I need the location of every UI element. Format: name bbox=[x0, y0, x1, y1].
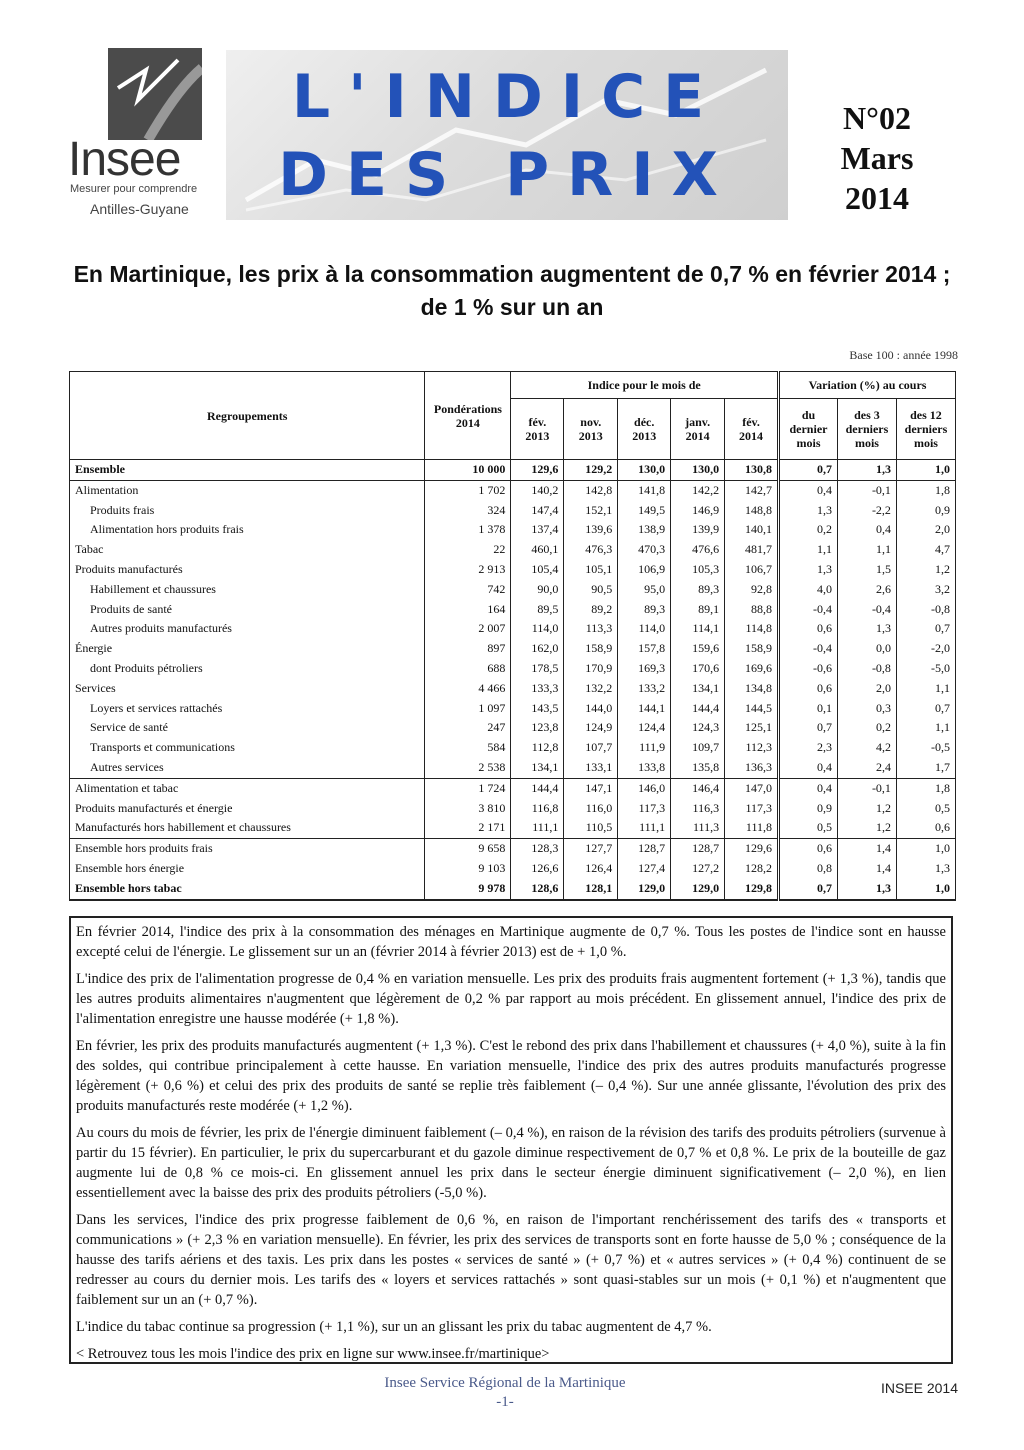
index-value: 95,0 bbox=[618, 580, 671, 600]
index-value: 470,3 bbox=[618, 540, 671, 560]
table-row bbox=[70, 679, 956, 699]
index-value: 129,6 bbox=[725, 839, 779, 859]
table-row bbox=[70, 600, 956, 620]
row-label: Ensemble hors produits frais bbox=[70, 839, 425, 859]
index-value: 127,7 bbox=[564, 839, 618, 859]
index-value: 125,1 bbox=[725, 718, 779, 738]
index-value: 134,8 bbox=[725, 679, 779, 699]
index-value: 116,0 bbox=[564, 799, 618, 819]
variation-value: 0,4 bbox=[837, 520, 896, 540]
table-row bbox=[70, 738, 956, 758]
page-headline bbox=[30, 258, 994, 324]
row-weight: 2 913 bbox=[425, 560, 511, 580]
index-value: 88,8 bbox=[725, 600, 779, 620]
row-label: Produits manufacturés et énergie bbox=[70, 799, 425, 819]
variation-value: 3,2 bbox=[896, 580, 955, 600]
table-row bbox=[70, 540, 956, 560]
index-value: 132,2 bbox=[564, 679, 618, 699]
variation-value: -5,0 bbox=[896, 659, 955, 679]
index-value: 133,2 bbox=[618, 679, 671, 699]
row-weight: 2 538 bbox=[425, 758, 511, 778]
variation-value: 4,0 bbox=[779, 580, 838, 600]
variation-value: 0,7 bbox=[779, 879, 838, 900]
variation-value: 0,5 bbox=[779, 818, 838, 838]
index-value: 169,6 bbox=[725, 659, 779, 679]
index-value: 129,8 bbox=[725, 879, 779, 900]
index-value: 90,0 bbox=[511, 580, 564, 600]
variation-value: -0,5 bbox=[896, 738, 955, 758]
variation-value: -0,4 bbox=[779, 639, 838, 659]
variation-value: 1,3 bbox=[779, 501, 838, 521]
index-value: 170,6 bbox=[671, 659, 725, 679]
row-weight: 9 978 bbox=[425, 879, 511, 900]
index-value: 144,0 bbox=[564, 699, 618, 719]
variation-value: 1,1 bbox=[779, 540, 838, 560]
variation-value: 2,0 bbox=[896, 520, 955, 540]
variation-value: -0,6 bbox=[779, 659, 838, 679]
table-row bbox=[70, 699, 956, 719]
index-value: 460,1 bbox=[511, 540, 564, 560]
index-value: 136,3 bbox=[725, 758, 779, 778]
index-value: 142,2 bbox=[671, 480, 725, 500]
insee-logo-region: Antilles-Guyane bbox=[90, 201, 189, 217]
index-value: 158,9 bbox=[564, 639, 618, 659]
variation-value: 0,9 bbox=[896, 501, 955, 521]
row-weight: 9 103 bbox=[425, 859, 511, 879]
variation-value: -0,4 bbox=[837, 600, 896, 620]
index-value: 129,6 bbox=[511, 460, 564, 481]
variation-value: 1,3 bbox=[837, 879, 896, 900]
row-label: Habillement et chaussures bbox=[70, 580, 425, 600]
row-label: Autres produits manufacturés bbox=[70, 619, 425, 639]
index-value: 133,1 bbox=[564, 758, 618, 778]
variation-value: 1,2 bbox=[837, 818, 896, 838]
index-value: 110,5 bbox=[564, 818, 618, 838]
variation-value: 0,6 bbox=[779, 619, 838, 639]
index-value: 130,0 bbox=[671, 460, 725, 481]
index-value: 128,3 bbox=[511, 839, 564, 859]
variation-value: 0,6 bbox=[779, 839, 838, 859]
variation-value: 0,8 bbox=[779, 859, 838, 879]
commentary-paragraph: Dans les services, l'indice des prix progresse faiblement de 0,6 %, en raison de l'important renchérissement des tarifs des « transports et communications » (+ 2,3 % en variation mensuelle). En février, les prix des services de transports sont en forte hausse de 5,0 % ; conséquence de la hausse des tarifs aériens et des taxis. Les prix dans les postes « services de santé » (+ 0,7 %) et « autres services » (+ 0,4 %) continuent de se redresser au cours du dernier mois. Les tarifs des « loyers et services rattachés » sont quasi-stables sur un mois (+ 0,1 %) et n'augmentent que faiblement sur un an (+ 0,7 %). bbox=[76, 1212, 946, 1308]
index-value: 169,3 bbox=[618, 659, 671, 679]
index-value: 147,1 bbox=[564, 778, 618, 798]
index-value: 148,8 bbox=[725, 501, 779, 521]
index-value: 127,4 bbox=[618, 859, 671, 879]
index-value: 116,3 bbox=[671, 799, 725, 819]
index-value: 109,7 bbox=[671, 738, 725, 758]
index-value: 89,3 bbox=[671, 580, 725, 600]
header-month: fév. 2013 bbox=[511, 399, 564, 460]
row-weight: 4 466 bbox=[425, 679, 511, 699]
row-label: Autres services bbox=[70, 758, 425, 778]
row-weight: 897 bbox=[425, 639, 511, 659]
row-weight: 688 bbox=[425, 659, 511, 679]
variation-value: 2,0 bbox=[837, 679, 896, 699]
variation-value: 2,3 bbox=[779, 738, 838, 758]
variation-value: 0,4 bbox=[779, 778, 838, 798]
index-value: 139,6 bbox=[564, 520, 618, 540]
footer-service-name: Insee Service Régional de la Martinique bbox=[384, 1375, 626, 1391]
table-row bbox=[70, 480, 956, 500]
commentary-box bbox=[69, 916, 953, 1364]
index-value: 162,0 bbox=[511, 639, 564, 659]
header-month: déc. 2013 bbox=[618, 399, 671, 460]
index-value: 130,8 bbox=[725, 460, 779, 481]
index-value: 89,1 bbox=[671, 600, 725, 620]
row-weight: 1 724 bbox=[425, 778, 511, 798]
index-value: 144,4 bbox=[511, 778, 564, 798]
row-weight: 164 bbox=[425, 600, 511, 620]
variation-value: 1,0 bbox=[896, 460, 955, 481]
table-row bbox=[70, 799, 956, 819]
index-value: 142,8 bbox=[564, 480, 618, 500]
row-weight: 22 bbox=[425, 540, 511, 560]
variation-value: 2,4 bbox=[837, 758, 896, 778]
index-value: 140,1 bbox=[725, 520, 779, 540]
row-label: Produits de santé bbox=[70, 600, 425, 620]
table-row bbox=[70, 718, 956, 738]
index-value: 142,7 bbox=[725, 480, 779, 500]
insee-logo-emblem bbox=[108, 48, 202, 140]
row-weight: 2 007 bbox=[425, 619, 511, 639]
index-value: 124,9 bbox=[564, 718, 618, 738]
index-value: 112,3 bbox=[725, 738, 779, 758]
header-month: fév. 2014 bbox=[725, 399, 779, 460]
variation-value: -2,0 bbox=[896, 639, 955, 659]
index-value: 129,0 bbox=[618, 879, 671, 900]
index-value: 146,9 bbox=[671, 501, 725, 521]
index-value: 126,6 bbox=[511, 859, 564, 879]
variation-value: 0,9 bbox=[779, 799, 838, 819]
index-value: 128,1 bbox=[564, 879, 618, 900]
row-weight: 9 658 bbox=[425, 839, 511, 859]
row-label: Énergie bbox=[70, 639, 425, 659]
index-value: 144,5 bbox=[725, 699, 779, 719]
index-value: 105,1 bbox=[564, 560, 618, 580]
index-value: 140,2 bbox=[511, 480, 564, 500]
commentary-paragraph: < Retrouvez tous les mois l'indice des prix en ligne sur www.insee.fr/martinique> bbox=[76, 1346, 550, 1362]
index-value: 89,2 bbox=[564, 600, 618, 620]
row-label: Ensemble hors tabac bbox=[70, 879, 425, 900]
header-groupings: Regroupements bbox=[70, 372, 425, 460]
row-label: Produits frais bbox=[70, 501, 425, 521]
index-value: 158,9 bbox=[725, 639, 779, 659]
variation-value: 0,6 bbox=[896, 818, 955, 838]
index-value: 147,0 bbox=[725, 778, 779, 798]
footer-copyright: INSEE 2014 bbox=[880, 1380, 958, 1396]
row-label: Tabac bbox=[70, 540, 425, 560]
variation-value: 1,3 bbox=[837, 460, 896, 481]
variation-value: 1,0 bbox=[896, 839, 955, 859]
header-variation: des 12 derniers mois bbox=[896, 399, 955, 460]
table-row bbox=[70, 778, 956, 798]
header-index-group: Indice pour le mois de bbox=[511, 372, 779, 399]
variation-value: -0,1 bbox=[837, 480, 896, 500]
variation-value: 4,7 bbox=[896, 540, 955, 560]
variation-value: -0,8 bbox=[837, 659, 896, 679]
row-label: Ensemble bbox=[70, 460, 425, 481]
index-value: 114,0 bbox=[618, 619, 671, 639]
table-row bbox=[70, 460, 956, 481]
commentary-paragraph: En février, les prix des produits manufacturés augmentent (+ 1,3 %). C'est le rebond des prix dans l'habillement et chaussures (+ 4,0 %), suite à la fin des soldes, qui contribue principalement à cette hausse. En variation mensuelle, l'indice des prix des autres produits manufacturés progresse légèrement (+ 0,6 %) et celui des prix des produits de santé se replie très faiblement (– 0,4 %). Sur une année glissante, l'évolution des prix des produits manufacturés reste modérée (+ 1,2 %). bbox=[76, 1038, 946, 1114]
variation-value: 1,1 bbox=[896, 679, 955, 699]
row-label: dont Produits pétroliers bbox=[70, 659, 425, 679]
index-value: 127,2 bbox=[671, 859, 725, 879]
header-month: nov. 2013 bbox=[564, 399, 618, 460]
index-value: 105,4 bbox=[511, 560, 564, 580]
variation-value: 0,2 bbox=[779, 520, 838, 540]
footer-service bbox=[340, 1374, 670, 1412]
row-label: Alimentation et tabac bbox=[70, 778, 425, 798]
index-value: 170,9 bbox=[564, 659, 618, 679]
header-variation: des 3 derniers mois bbox=[837, 399, 896, 460]
index-value: 117,3 bbox=[618, 799, 671, 819]
row-weight: 324 bbox=[425, 501, 511, 521]
table-row bbox=[70, 659, 956, 679]
table-row bbox=[70, 501, 956, 521]
variation-value: 0,1 bbox=[779, 699, 838, 719]
row-weight: 247 bbox=[425, 718, 511, 738]
index-value: 129,0 bbox=[671, 879, 725, 900]
index-value: 128,7 bbox=[671, 839, 725, 859]
row-label: Alimentation hors produits frais bbox=[70, 520, 425, 540]
row-label: Produits manufacturés bbox=[70, 560, 425, 580]
variation-value: 0,0 bbox=[837, 639, 896, 659]
index-value: 143,5 bbox=[511, 699, 564, 719]
footer-page-number: -1- bbox=[496, 1394, 514, 1410]
index-value: 111,1 bbox=[511, 818, 564, 838]
variation-value: -2,2 bbox=[837, 501, 896, 521]
row-weight: 2 171 bbox=[425, 818, 511, 838]
variation-value: 1,2 bbox=[837, 799, 896, 819]
row-weight: 742 bbox=[425, 580, 511, 600]
variation-value: 1,3 bbox=[837, 619, 896, 639]
index-value: 128,2 bbox=[725, 859, 779, 879]
issue-number: N°02 bbox=[843, 100, 911, 136]
index-value: 113,3 bbox=[564, 619, 618, 639]
index-value: 146,4 bbox=[671, 778, 725, 798]
index-value: 126,4 bbox=[564, 859, 618, 879]
table-row bbox=[70, 839, 956, 859]
commentary-paragraph: En février 2014, l'indice des prix à la consommation des ménages en Martinique augmente de 0,7 %. Tous les postes de l'indice sont en hausse excepté celui de l'énergie. Le glissement sur un an (février 2014 à février 2013) est de + 1,0 %. bbox=[76, 924, 946, 960]
index-value: 111,3 bbox=[671, 818, 725, 838]
variation-value: 1,7 bbox=[896, 758, 955, 778]
header-month: janv. 2014 bbox=[671, 399, 725, 460]
index-value: 476,3 bbox=[564, 540, 618, 560]
index-value: 157,8 bbox=[618, 639, 671, 659]
row-label: Manufacturés hors habillement et chaussures bbox=[70, 818, 425, 838]
index-value: 159,6 bbox=[671, 639, 725, 659]
row-label: Service de santé bbox=[70, 718, 425, 738]
row-label: Transports et communications bbox=[70, 738, 425, 758]
table-row bbox=[70, 520, 956, 540]
title-banner bbox=[226, 50, 788, 220]
index-value: 152,1 bbox=[564, 501, 618, 521]
index-value: 117,3 bbox=[725, 799, 779, 819]
index-value: 133,8 bbox=[618, 758, 671, 778]
index-value: 89,5 bbox=[511, 600, 564, 620]
table-row bbox=[70, 560, 956, 580]
index-value: 107,7 bbox=[564, 738, 618, 758]
index-value: 135,8 bbox=[671, 758, 725, 778]
header-variation: du dernier mois bbox=[779, 399, 838, 460]
table-row bbox=[70, 639, 956, 659]
row-weight: 584 bbox=[425, 738, 511, 758]
variation-value: 1,8 bbox=[896, 480, 955, 500]
index-value: 114,0 bbox=[511, 619, 564, 639]
row-weight: 1 378 bbox=[425, 520, 511, 540]
index-value: 123,8 bbox=[511, 718, 564, 738]
header-variation-group: Variation (%) au cours bbox=[779, 372, 956, 399]
index-value: 144,4 bbox=[671, 699, 725, 719]
table-row bbox=[70, 879, 956, 900]
variation-value: 1,1 bbox=[896, 718, 955, 738]
variation-value: 1,8 bbox=[896, 778, 955, 798]
commentary-paragraph: Au cours du mois de février, les prix de l'énergie diminuent faiblement (– 0,4 %), en raison de la révision des tarifs des produits pétroliers (survenue à partir du 15 février). En particulier, le prix du supercarburant et du gazole diminue respectivement de 0,7 % et 0,8 %. Le prix de la bouteille de gaz augmente lui de 0,8 % ce mois-ci. En glissement annuel les prix dans le secteur énergie diminuent significativement (– 2,0 %), en lien essentiellement avec la baisse des prix des produits pétroliers (-5,0 %). bbox=[76, 1125, 946, 1201]
index-value: 114,1 bbox=[671, 619, 725, 639]
row-weight: 10 000 bbox=[425, 460, 511, 481]
index-value: 114,8 bbox=[725, 619, 779, 639]
index-value: 134,1 bbox=[511, 758, 564, 778]
issue-year: 2014 bbox=[845, 180, 909, 216]
row-weight: 3 810 bbox=[425, 799, 511, 819]
variation-value: 1,5 bbox=[837, 560, 896, 580]
index-value: 147,4 bbox=[511, 501, 564, 521]
row-weight: 1 702 bbox=[425, 480, 511, 500]
index-value: 139,9 bbox=[671, 520, 725, 540]
index-value: 141,8 bbox=[618, 480, 671, 500]
index-value: 106,7 bbox=[725, 560, 779, 580]
insee-logo-tagline: Mesurer pour comprendre bbox=[70, 183, 198, 195]
index-value: 129,2 bbox=[564, 460, 618, 481]
header-weights: Pondérations 2014 bbox=[425, 372, 511, 460]
index-value: 481,7 bbox=[725, 540, 779, 560]
index-value: 111,8 bbox=[725, 818, 779, 838]
headline-line2: de 1 % sur un an bbox=[420, 294, 604, 320]
variation-value: 1,3 bbox=[896, 859, 955, 879]
variation-value: 1,2 bbox=[896, 560, 955, 580]
index-value: 111,1 bbox=[618, 818, 671, 838]
index-value: 149,5 bbox=[618, 501, 671, 521]
banner-title-line1: L'INDICE bbox=[291, 62, 723, 132]
index-value: 90,5 bbox=[564, 580, 618, 600]
variation-value: 0,4 bbox=[779, 480, 838, 500]
variation-value: 0,7 bbox=[779, 460, 838, 481]
variation-value: 0,6 bbox=[779, 679, 838, 699]
headline-line1: En Martinique, les prix à la consommation augmentent de 0,7 % en février 2014 ; bbox=[73, 261, 951, 287]
variation-value: 0,3 bbox=[837, 699, 896, 719]
index-value: 89,3 bbox=[618, 600, 671, 620]
variation-value: 0,5 bbox=[896, 799, 955, 819]
commentary-paragraph: L'indice du tabac continue sa progression (+ 1,1 %), sur un an glissant les prix du tabac augmentent de 4,7 %. bbox=[76, 1319, 712, 1335]
variation-value: 4,2 bbox=[837, 738, 896, 758]
index-value: 178,5 bbox=[511, 659, 564, 679]
insee-logo-word: Insee bbox=[68, 133, 181, 186]
commentary-paragraph: L'indice des prix de l'alimentation progresse de 0,4 % en variation mensuelle. Les prix des produits frais augmentent fortement (+ 1,3 %), tandis que les autres produits alimentaires n'augmentent que légèrement de 0,2 % par rapport au mois précédent. En glissement annuel, l'indice des prix de l'alimentation enregistre une hausse modérée (+ 1,8 %). bbox=[76, 971, 946, 1027]
variation-value: 1,0 bbox=[896, 879, 955, 900]
index-value: 138,9 bbox=[618, 520, 671, 540]
variation-value: 0,7 bbox=[896, 619, 955, 639]
variation-value: 1,4 bbox=[837, 859, 896, 879]
variation-value: -0,4 bbox=[779, 600, 838, 620]
index-value: 130,0 bbox=[618, 460, 671, 481]
row-label: Alimentation bbox=[70, 480, 425, 500]
index-value: 146,0 bbox=[618, 778, 671, 798]
index-value: 105,3 bbox=[671, 560, 725, 580]
variation-value: 1,3 bbox=[779, 560, 838, 580]
index-value: 133,3 bbox=[511, 679, 564, 699]
variation-value: -0,8 bbox=[896, 600, 955, 620]
index-value: 476,6 bbox=[671, 540, 725, 560]
table-row bbox=[70, 619, 956, 639]
index-value: 92,8 bbox=[725, 580, 779, 600]
variation-value: 0,7 bbox=[896, 699, 955, 719]
variation-value: 1,1 bbox=[837, 540, 896, 560]
index-value: 128,7 bbox=[618, 839, 671, 859]
row-label: Loyers et services rattachés bbox=[70, 699, 425, 719]
variation-value: -0,1 bbox=[837, 778, 896, 798]
issue-info bbox=[818, 98, 936, 218]
variation-value: 0,4 bbox=[779, 758, 838, 778]
index-value: 112,8 bbox=[511, 738, 564, 758]
banner-title-line2: DES PRIX bbox=[278, 140, 736, 210]
issue-month: Mars bbox=[840, 140, 914, 176]
index-value: 106,9 bbox=[618, 560, 671, 580]
variation-value: 1,4 bbox=[837, 839, 896, 859]
row-weight: 1 097 bbox=[425, 699, 511, 719]
index-value: 111,9 bbox=[618, 738, 671, 758]
index-value: 116,8 bbox=[511, 799, 564, 819]
price-index-table bbox=[69, 371, 956, 901]
index-value: 128,6 bbox=[511, 879, 564, 900]
table-row bbox=[70, 758, 956, 778]
row-label: Ensemble hors énergie bbox=[70, 859, 425, 879]
row-label: Services bbox=[70, 679, 425, 699]
variation-value: 0,2 bbox=[837, 718, 896, 738]
index-value: 137,4 bbox=[511, 520, 564, 540]
index-value: 124,4 bbox=[618, 718, 671, 738]
table-row bbox=[70, 859, 956, 879]
variation-value: 0,7 bbox=[779, 718, 838, 738]
index-value: 144,1 bbox=[618, 699, 671, 719]
base-note: Base 100 : année 1998 bbox=[849, 348, 958, 362]
variation-value: 2,6 bbox=[837, 580, 896, 600]
index-value: 134,1 bbox=[671, 679, 725, 699]
index-value: 124,3 bbox=[671, 718, 725, 738]
table-row bbox=[70, 818, 956, 838]
table-row bbox=[70, 580, 956, 600]
